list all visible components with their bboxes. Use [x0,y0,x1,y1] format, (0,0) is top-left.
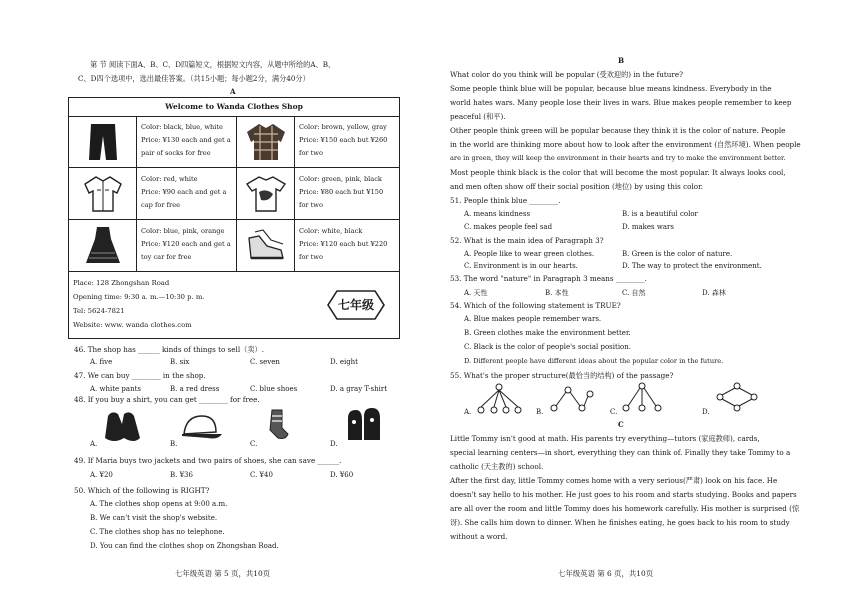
left-page [60,0,405,608]
item-dress-color: Color: blue, pink, orange [141,227,225,235]
item-jacket-offer: for two [299,149,323,157]
item-shirt-color: Color: red, white [141,175,198,183]
q53-option-a: A. 天性 [464,289,488,297]
item-text-cell [137,220,237,272]
q55-option-d: D. [702,408,710,416]
item-pic-cell [69,220,137,272]
q50-stem: 50. Which of the following is RIGHT? [74,486,210,495]
item-dress-price: Price: ¥120 each and get a [141,240,231,248]
item-pic-cell [69,168,137,220]
q49-option-b: B. ¥36 [170,471,193,479]
section-instruction-1: 第 节 阅读下面A、B、C、D四篇短文，根据短文内容，从题中所给的A、B、 [90,60,336,69]
passage-c-line: After the first day, little Tommy comes home with a very serious(严肃) look on his face. He [450,476,778,485]
shop-advertisement [68,97,400,339]
q52-stem: 52. What is the main idea of Paragraph 3? [450,236,604,245]
q47-option-a: A. white pants [90,385,141,393]
structure-a-diagram [476,382,522,416]
q47-option-c: C. blue shoes [250,385,298,393]
item-text-cell [295,220,399,272]
shirt-icon [83,174,123,214]
q51-option-b: B. is a beautiful color [622,210,698,218]
item-pic-cell [237,220,295,272]
q46-option-a: A. five [90,358,113,366]
q55-option-b: B. [536,408,544,416]
q48-stem: 48. If you buy a shirt, you can get ________ for free. [74,395,260,404]
q50-option-d: D. You can find the clothes shop on Zhongshan Road. [90,542,279,550]
passage-b-line: and men often show off their social position (地位) by using this color. [450,182,704,191]
shoes-icon [245,228,287,264]
q49-option-c: C. ¥40 [250,471,273,479]
jacket-icon [245,122,287,162]
passage-b-line: are in green, they will keep the environment in their hearts and try to make the environment better. [450,154,786,162]
cap-icon [178,412,224,442]
passage-b-line: in the world are thinking more about how to look after the environment (自然环境). When people [450,140,801,149]
gloves-icon [102,408,144,444]
item-pic-cell [69,116,137,168]
q52-option-d: D. The way to protect the environment. [622,262,762,270]
q52-option-a: A. People like to wear green clothes. [464,250,595,258]
right-page-footer: 七年级英语 第 6 页，共10页 [558,569,654,578]
item-shoes-offer: for two [299,253,323,261]
structure-d-diagram [714,382,760,412]
shop-website: Website: www. wanda clothes.com [73,321,192,329]
structure-b-diagram [548,382,594,416]
q49-stem: 49. If Maria buys two jackets and two pairs of shoes, she can save ______. [74,456,342,465]
item-shirt-offer: cap for free [141,201,180,209]
item-tshirt-color: Color: green, pink, black [299,175,382,183]
q50-option-b: B. We can't visit the shop's website. [90,514,218,522]
item-tshirt-price: Price: ¥80 each but ¥150 [299,188,384,196]
item-pic-cell [237,168,295,220]
passage-c-line: 讶). She calls him down to dinner. When he finishes eating, he goes back to his room to study [450,518,790,527]
mittens-icon [344,406,384,446]
q55-option-a: A. [464,408,472,416]
q52-option-c: C. Environment is in our hearts. [464,262,578,270]
q48-option-a: A. [90,440,98,448]
passage-a-label: A [230,87,236,96]
shop-hours: Opening time: 9:30 a. m.—10:30 p. m. [73,293,205,301]
q53-stem: 53. The word "nature" in Paragraph 3 means ________. [450,274,647,283]
q51-stem: 51. People think blue ________. [450,196,561,205]
passage-c-line: doesn't say hello to his mother. He just goes to his room and starts studying. Books and papers [450,490,797,499]
grade-stamp-text: 七年级 [337,298,374,312]
shop-place: Place: 128 Zhongshan Road [73,279,170,287]
q48-option-c: C. [250,440,258,448]
q54-option-a: A. Blue makes people remember wars. [464,315,602,323]
passage-c-line: catholic (天主教的) school. [450,462,544,471]
structure-c-diagram [620,380,666,414]
q52-option-b: B. Green is the color of nature. [622,250,733,258]
item-pants-offer: pair of socks for free [141,149,211,157]
passage-b-line: Most people think black is the color that will become the most popular. It always looks cool, [450,168,786,177]
item-dress-offer: toy car for free [141,253,192,261]
q54-option-c: C. Black is the color of people's social position. [464,343,632,351]
q54-option-d: D. Different people have different ideas about the popular color in the future. [464,357,724,365]
q47-option-b: B. a red dress [170,385,220,393]
item-text-cell [137,116,237,168]
section-instruction-2: C、D四个选项中，选出最佳答案。（共15小题；每小题2分，满分40分） [78,74,310,83]
passage-c-line: without a word. [450,532,508,541]
passage-b-line: Some people think blue will be popular, because blue means kindness. Everybody in the [450,84,772,93]
item-pants-color: Color: black, blue, white [141,123,223,131]
shop-tel: Tel: 5624-7821 [73,307,125,315]
q46-option-c: C. seven [250,358,280,366]
q54-option-b: B. Green clothes make the environment better. [464,329,631,337]
passage-b-label: B [618,56,625,65]
q53-option-d: D. 森林 [702,289,726,297]
q48-option-b: B. [170,440,178,448]
q55-stem: 55. What's the proper structure(最恰当的结构) of the passage? [450,371,674,380]
left-page-footer: 七年级英语 第 5 页，共10页 [175,569,271,578]
item-jacket-price: Price: ¥150 each but ¥260 [299,136,388,144]
q48-option-d: D. [330,440,338,448]
item-shirt-price: Price: ¥90 each and get a [141,188,227,196]
tshirt-icon [245,174,287,214]
item-shoes-price: Price: ¥120 each but ¥220 [299,240,388,248]
socks-icon [264,408,298,442]
pants-icon [87,122,119,162]
q53-option-b: B. 本性 [545,289,569,297]
passage-b-line: world hates wars. Many people lose their lives in wars. Blue makes people remember to keep [450,98,792,107]
passage-c-line: are all over the room and little Tommy does his homework carefully. His mother is surprised (惊 [450,504,800,513]
right-page [450,0,801,608]
q47-stem: 47. We can buy ________ in the shop. [74,371,206,380]
item-jacket-color: Color: brown, yellow, gray [299,123,387,131]
q46-option-b: B. six [170,358,190,366]
passage-c-line: Little Tommy isn't good at math. His parents try everything—tutors (家庭教师), cards, [450,434,760,443]
item-pants-price: Price: ¥130 each and get a [141,136,231,144]
q49-option-d: D. ¥60 [330,471,354,479]
q51-option-c: C. makes people feel sad [464,223,553,231]
q46-option-d: D. eight [330,358,358,366]
shop-title: Welcome to Wanda Clothes Shop [69,98,399,117]
q50-option-a: A. The clothes shop opens at 9:00 a.m. [90,500,228,508]
q54-stem: 54. Which of the following statement is TRUE? [450,301,621,310]
passage-b-line: peaceful (和平). [450,112,506,121]
item-text-cell [295,168,399,220]
item-pic-cell [237,116,295,168]
q46-stem: 46. The shop has ______ kinds of things to sell（卖）. [74,345,264,354]
grade-stamp [327,290,385,320]
q55-option-c: C. [610,408,618,416]
item-tshirt-offer: for two [299,201,323,209]
q50-option-c: C. The clothes shop has no telephone. [90,528,225,536]
passage-c-line: special learning centers—in short, everything they can think of. Finally they take Tommy to a [450,448,791,457]
q53-option-c: C. 自然 [622,289,646,297]
item-shoes-color: Color: white, black [299,227,363,235]
passage-b-line: What color do you think will be popular (受欢迎的) in the future? [450,70,683,79]
passage-b-line: Other people think green will be popular because they think it is the color of nature. People [450,126,786,135]
passage-c-label: C [618,420,624,429]
q51-option-d: D. makes wars [622,223,674,231]
item-text-cell [137,168,237,220]
item-text-cell [295,116,399,168]
q51-option-a: A. means kindness [464,210,531,218]
q49-option-a: A. ¥20 [90,471,113,479]
q47-option-d: D. a gray T-shirt [330,385,388,393]
dress-icon [83,225,123,267]
